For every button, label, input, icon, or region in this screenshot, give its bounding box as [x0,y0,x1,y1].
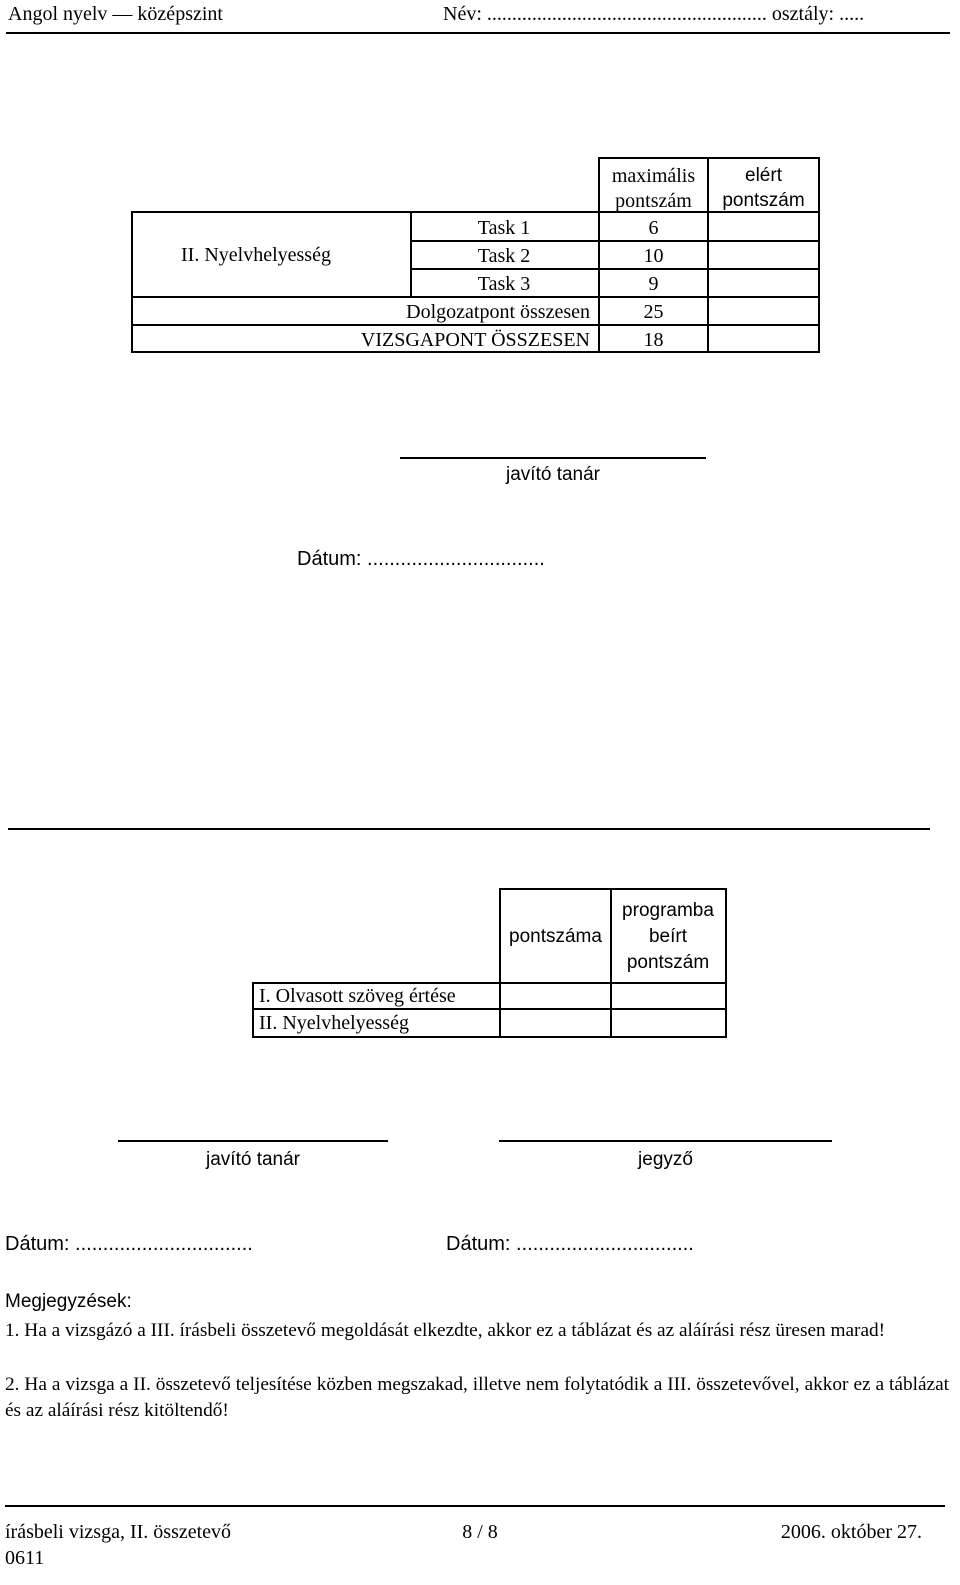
header-right: Név: ........................................................ osztály: ..... [443,3,865,25]
signature-label: javító tanár [506,464,600,485]
col-entered-header: programba beírt pontszám [622,900,714,973]
col-score-header: pontszáma [509,926,602,947]
header-left: Angol nyelv — középszint [8,3,223,25]
row-language: II. Nyelvhelyesség [259,1012,409,1034]
date-left: Dátum: ................................ [5,1233,253,1255]
footer-code: 0611 [5,1547,45,1569]
exam-total-max: 18 [643,329,664,351]
divider [610,982,612,1038]
achieved-score-header: elért pontszám [722,165,805,211]
header-rule [6,32,950,34]
notary-signature-line [499,1140,832,1142]
divider [499,982,501,1038]
exam-total-label: VIZSGAPONT ÖSSZESEN [360,329,590,351]
notes-title: Megjegyzések: [5,1291,132,1312]
footer-page: 8 / 8 [462,1521,498,1543]
divider [131,324,820,326]
divider [410,268,820,270]
note-1: 1. Ha a vizsgázó a III. írásbeli összetevő megoldását elkezdte, akkor ez a táblázat és az aláírási rész üresen marad! [5,1320,886,1341]
divider [410,240,820,242]
max-score-header: maximális pontszám [611,165,696,212]
section-divider [8,828,930,830]
notary-signature-label: jegyző [638,1149,693,1170]
task-3-max: 9 [648,273,659,295]
divider [252,1008,727,1010]
task-2-label: Task 2 [477,245,531,267]
section-label: II. Nyelvhelyesség [181,244,331,266]
task-1-max: 6 [648,217,659,239]
task-2-max: 10 [643,245,664,267]
task-3-label: Task 3 [477,273,531,295]
footer-rule [5,1505,945,1507]
signature-line [400,457,706,459]
note-2: 2. Ha a vizsga a II. összetevő teljesítése közben megszakad, illetve nem folytatódik a III. összetevővel, akkor ez a táblázat és az aláírási rész kitöltendő! [5,1374,949,1421]
teacher-signature-label: javító tanár [206,1149,300,1170]
teacher-signature-line [118,1140,388,1142]
row-reading: I. Olvasott szöveg értése [259,985,456,1007]
date-field: Dátum: ................................ [297,548,545,570]
footer-date: 2006. október 27. [780,1521,922,1543]
total-max: 25 [643,301,664,323]
divider [131,296,820,298]
date-right: Dátum: ................................ [446,1233,694,1255]
task-1-label: Task 1 [477,217,531,239]
footer-left: írásbeli vizsga, II. összetevő [5,1521,232,1543]
total-label: Dolgozatpont összesen [406,301,590,323]
